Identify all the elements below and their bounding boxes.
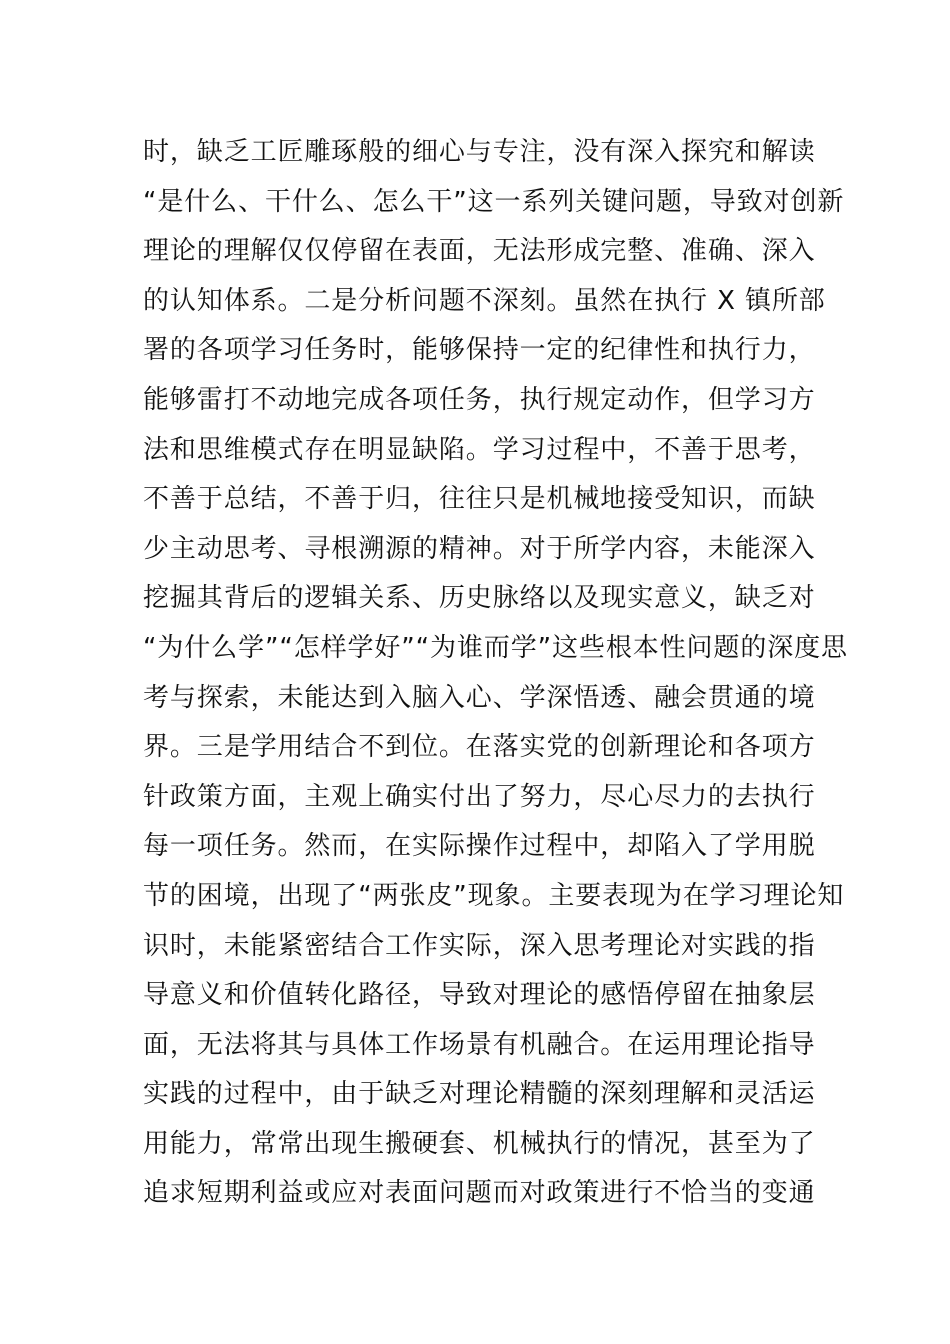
text-line-9: 少主动思考、寻根溯源的精神。对于所学内容，未能深入: [143, 533, 816, 564]
text-line-13: 界。三是学用结合不到位。在落实党的创新理论和各项方: [143, 732, 816, 763]
text-line-3: 理论的理解仅仅停留在表面，无法形成完整、准确、深入: [143, 236, 816, 267]
text-line-18: 导意义和价值转化路径，导致对理论的感悟停留在抽象层: [143, 980, 816, 1011]
text-line-14: 针政策方面，主观上确实付出了努力，尽心尽力的去执行: [143, 781, 816, 812]
text-line-4: 的认知体系。二是分析问题不深刻。虽然在执行 X 镇所部: [143, 285, 826, 316]
text-line-1: 时，缺乏工匠雕琢般的细心与专注，没有深入探究和解读: [143, 137, 816, 167]
text-line-19: 面，无法将其与具体工作场景有机融合。在运用理论指导: [143, 1029, 816, 1060]
text-line-16: 节的困境，出现了“两张皮”现象。主要表现为在学习理论知: [143, 880, 845, 911]
text-line-17: 识时，未能紧密结合工作实际，深入思考理论对实践的指: [143, 930, 816, 961]
text-line-6: 能够雷打不动地完成各项任务，执行规定动作，但学习方: [143, 384, 816, 415]
text-line-11: “为什么学”“怎样学好”“为谁而学”这些根本性问题的深度思: [143, 632, 848, 663]
text-line-20: 实践的过程中，由于缺乏对理论精髓的深刻理解和灵活运: [143, 1079, 816, 1110]
text-line-8: 不善于总结，不善于归，往往只是机械地接受知识，而缺: [143, 484, 816, 515]
text-line-5: 署的各项学习任务时，能够保持一定的纪律性和执行力，: [143, 335, 816, 366]
text-line-10: 挖掘其背后的逻辑关系、历史脉络以及现实意义，缺乏对: [143, 583, 816, 614]
text-line-15: 每一项任务。然而，在实际操作过程中，却陷入了学用脱: [143, 831, 816, 862]
text-line-21: 用能力，常常出现生搬硬套、机械执行的情况，甚至为了: [143, 1128, 816, 1159]
text-line-12: 考与探索，未能达到入脑入心、学深悟透、融会贯通的境: [143, 682, 816, 713]
text-line-2: “是什么、干什么、怎么干”这一系列关键问题，导致对创新: [143, 186, 845, 217]
body-paragraph: [143, 128, 848, 1219]
text-line-22: 追求短期利益或应对表面问题而对政策进行不恰当的变通: [143, 1178, 816, 1209]
text-line-7: 法和思维模式存在明显缺陷。学习过程中，不善于思考，: [143, 434, 816, 465]
